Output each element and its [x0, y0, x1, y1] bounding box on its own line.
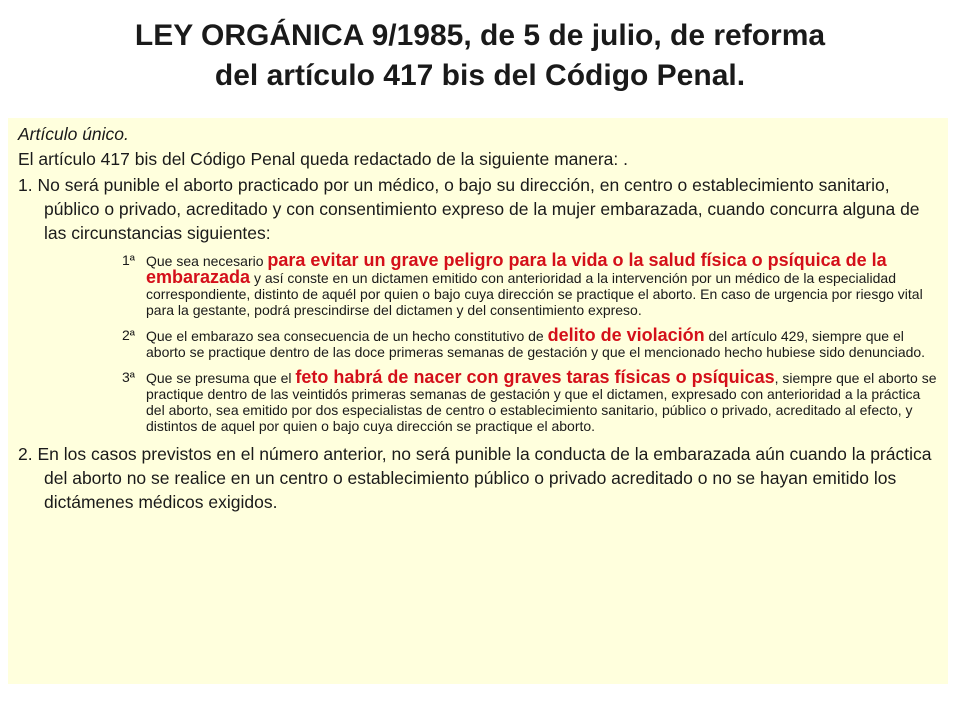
circumstance-text: Que el embarazo sea consecuencia de un hecho constitutivo de	[146, 328, 548, 344]
circumstance-text: , siempre que el aborto se practique dentro de las veintidós primeras semanas de gestación y que el dictamen, expresado con anterioridad a la práctica del aborto, sea emitido por dos especialistas de centro o establecimiento sanitario, público o privado, acreditado al efecto, y distintos de aquel por quien o bajo cuya dirección se practique el aborto.	[146, 370, 937, 434]
title-line-1: LEY ORGÁNICA 9/1985, de 5 de julio, de reforma	[134, 19, 826, 52]
circumstance-highlight: delito de violación	[547, 325, 705, 345]
circumstance-text: Que se presuma que el	[146, 370, 296, 386]
circumstance-text: y así conste en un dictamen emitido con anterioridad a la intervención por un médico de la especialidad correspondiente, distinto de aquél por quien o bajo cuya dirección se practique el aborto. En caso de urgencia por riesgo vital para la gestante, podrá prescindirse del dictamen y del consentimiento expreso.	[146, 270, 923, 318]
point-2: 2. En los casos previstos en el número anterior, no será punible la conducta de la embarazada aún cuando la práctica del aborto no se realice en un centro o establecimiento público o privado acreditado o no se hayan emitido los dictámenes médicos exigidos.	[18, 444, 932, 512]
page-title	[0, 16, 960, 96]
circumstance-2	[18, 327, 938, 360]
circumstance-text: Que sea necesario	[146, 253, 268, 269]
article-box	[8, 118, 948, 684]
point-1: 1. No será punible el aborto practicado por un médico, o bajo su dirección, en centro o establecimiento sanitario, público o privado, acreditado y con consentimiento expreso de la mujer embarazada, cuando concurra alguna de las circunstancias siguientes:	[18, 175, 920, 243]
circumstance-number: 3ª	[122, 369, 135, 385]
circumstance-text: del artículo 429, siempre que el aborto se practique dentro de las doce primeras semanas de gestación y que el mencionado hecho hubiese sido denunciado.	[146, 328, 926, 360]
circumstance-highlight: para evitar un grave peligro para la vida o la salud física o psíquica de la embarazada	[146, 250, 887, 287]
circumstance-number: 1ª	[122, 252, 135, 268]
circumstance-highlight: feto habrá de nacer con graves taras físicas o psíquicas	[295, 367, 775, 387]
circumstance-number: 2ª	[122, 327, 135, 343]
article-heading: Artículo único.	[18, 124, 129, 144]
circumstance-3	[18, 369, 938, 434]
title-line-2: del artículo 417 bis del Código Penal.	[214, 59, 746, 92]
circumstance-1	[18, 252, 938, 318]
article-intro: El artículo 417 bis del Código Penal queda redactado de la siguiente manera: .	[18, 149, 628, 169]
